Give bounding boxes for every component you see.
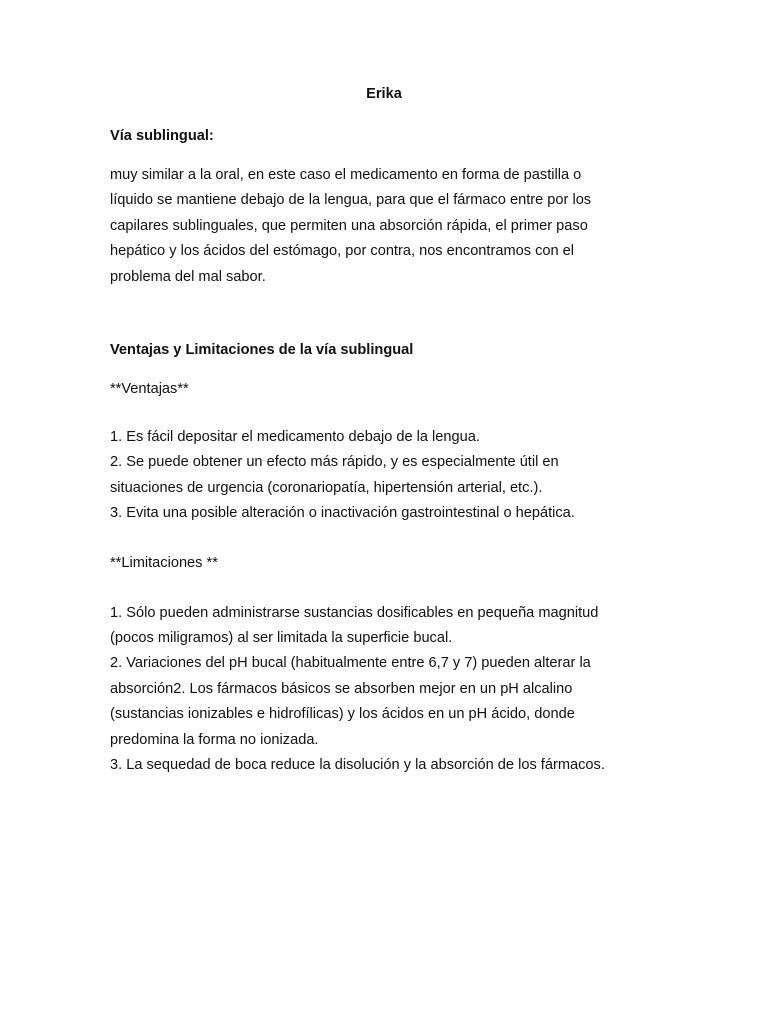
document-title: Erika: [366, 86, 402, 102]
paragraph-line: muy similar a la oral, en este caso el medicamento en forma de pastilla o: [110, 167, 582, 183]
section-heading-via-sublingual: Vía sublingual:: [110, 128, 214, 144]
list-item: absorción2. Los fármacos básicos se absorben mejor en un pH alcalino: [110, 680, 573, 697]
paragraph-line: problema del mal sabor.: [110, 268, 266, 285]
ventajas-label: **Ventajas**: [110, 381, 189, 398]
list-item: 2. Se puede obtener un efecto más rápido, y es especialmente útil en: [110, 454, 559, 471]
list-item: 3. Evita una posible alteración o inactivación gastrointestinal o hepática.: [110, 505, 575, 522]
list-item: 1. Es fácil depositar el medicamento debajo de la lengua.: [110, 429, 480, 446]
paragraph-line: hepático y los ácidos del estómago, por contra, nos encontramos con el: [110, 243, 575, 260]
list-item: (pocos miligramos) al ser limitada la superficie bucal.: [110, 630, 453, 647]
list-item: predomina la forma no ionizada.: [110, 731, 319, 748]
paragraph-line: líquido se mantiene debajo de la lengua, para que el fármaco entre por los: [110, 192, 592, 209]
section-heading-ventajas-limitaciones: Ventajas y Limitaciones de la vía sublingual: [110, 342, 414, 359]
list-item: 1. Sólo pueden administrarse sustancias dosificables en pequeña magnitud: [110, 604, 599, 621]
list-item: situaciones de urgencia (coronariopatía, hipertensión arterial, etc.).: [110, 479, 543, 496]
limitaciones-list: [110, 601, 710, 779]
ventajas-list: [110, 425, 710, 527]
list-item: 2. Variaciones del pH bucal (habitualmente entre 6,7 y 7) pueden alterar la: [110, 655, 591, 672]
paragraph-via-sublingual: [110, 163, 710, 290]
limitaciones-label: **Limitaciones **: [110, 554, 218, 571]
paragraph-line: capilares sublinguales, que permiten una absorción rápida, el primer paso: [110, 217, 588, 234]
list-item: (sustancias ionizables e hidrofílicas) y los ácidos en un pH ácido, donde: [110, 706, 575, 723]
document-page: [110, 80, 710, 779]
list-item: 3. La sequedad de boca reduce la disolución y la absorción de los fármacos.: [110, 757, 605, 774]
